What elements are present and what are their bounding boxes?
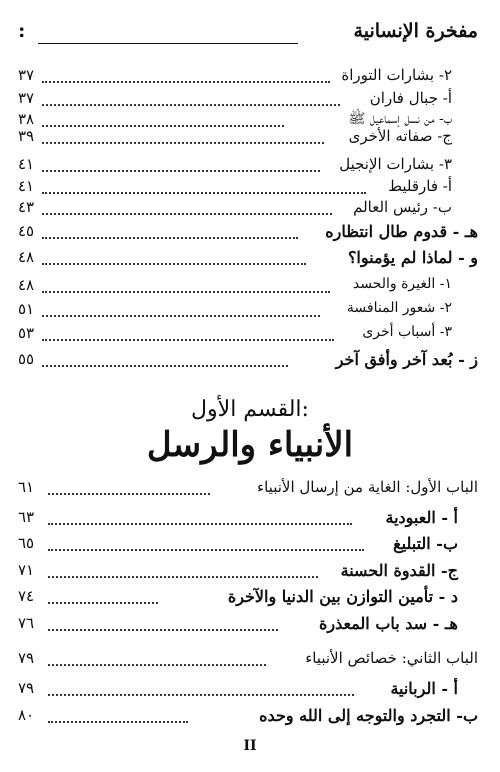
toc-page-number: ٧٤ (18, 587, 35, 605)
toc-entry-label: ٢- بشارات التوراة (341, 66, 452, 84)
toc-page-number: ٧٩ (18, 649, 35, 667)
toc-page-number: ٣٧ (18, 66, 35, 84)
toc-entry[interactable] (18, 534, 458, 558)
toc-leader (42, 213, 332, 215)
toc-entry[interactable] (18, 155, 452, 179)
book-title: مفخرة الإنسانية (353, 20, 478, 42)
toc-entry-label: ٢- شعور المنافسة (346, 300, 452, 316)
toc-page-number: ٨٠ (18, 706, 35, 724)
toc-page-number: ٣٨ (18, 110, 35, 128)
toc-leader (42, 104, 340, 106)
toc-leader (48, 602, 158, 604)
toc-entry-label: ٣- أسباب أخرى (362, 324, 452, 340)
toc-entry-label: أ - العبودية (385, 508, 458, 527)
header-colon: : (18, 18, 26, 42)
toc-entry-label: ب- التجرد والتوجه إلى الله وحده (259, 706, 478, 725)
toc-page-number: ٤٨ (18, 248, 35, 266)
toc-page-number: ٣٩ (18, 127, 35, 145)
toc-entry[interactable] (18, 679, 458, 703)
toc-entry[interactable] (18, 508, 458, 532)
toc-leader (42, 263, 306, 265)
toc-leader (48, 664, 266, 666)
toc-entry[interactable] (18, 198, 452, 222)
toc-leader (48, 694, 354, 696)
toc-entry-label: و - لماذا لم يؤمنوا؟ (347, 248, 478, 267)
toc-entry[interactable] (18, 706, 478, 730)
toc-page-number: ٦٣ (18, 508, 35, 526)
toc-leader (42, 315, 320, 317)
toc-entry-label: الباب الأول: الغاية من إرسال الأنبياء (257, 478, 478, 496)
toc-entry-label: الباب الثاني: خصائص الأنبياء (305, 649, 478, 667)
toc-entry-label: د - تأمين التوازن بين الدنيا والآخرة (227, 587, 458, 606)
toc-entry[interactable] (18, 66, 452, 90)
toc-entry-label: ب- التبليغ (393, 534, 458, 553)
toc-entry-label: ج- صفاته الأخرى (348, 127, 452, 145)
toc-chapter-entry[interactable] (18, 649, 478, 673)
toc-leader (42, 339, 334, 341)
toc-entry[interactable] (18, 324, 452, 348)
toc-page-number: ٥٣ (18, 324, 35, 342)
toc-entry-label: أ - الربانية (390, 679, 458, 698)
toc-leader (42, 170, 320, 172)
toc-page-number: ٥٥ (18, 350, 35, 368)
toc-entry-label: ج- القدوة الحسنة (340, 561, 458, 580)
toc-entry-label: ب- رئيس العالم (353, 198, 452, 216)
toc-entry[interactable] (18, 587, 458, 611)
toc-entry-label: أ- جبال فاران (369, 89, 452, 107)
toc-entry[interactable] (18, 614, 458, 638)
toc-entry-label: هـ - قدوم طال انتظاره (325, 222, 478, 241)
toc-leader (48, 523, 352, 525)
toc-page-number: ٤٨ (18, 276, 35, 294)
running-header (18, 16, 478, 50)
toc-leader (42, 237, 298, 239)
toc-entry[interactable] (18, 300, 452, 324)
toc-entry[interactable] (18, 276, 452, 300)
toc-entry[interactable] (18, 222, 478, 246)
toc-entry-label: هـ - سد باب المعذرة (318, 614, 458, 633)
toc-leader (42, 192, 366, 194)
toc-page-number: ٣٧ (18, 89, 35, 107)
toc-page-number: ٤١ (18, 155, 35, 173)
toc-page-number: ٦١ (18, 478, 35, 496)
section-part-label: القسم الأول: (191, 397, 309, 422)
toc-page-number: ٧٩ (18, 679, 35, 697)
toc-leader (42, 81, 330, 83)
toc-entry[interactable] (18, 561, 458, 585)
toc-page-number: ٤١ (18, 177, 35, 195)
toc-leader (42, 291, 330, 293)
toc-leader (48, 576, 318, 578)
toc-leader (48, 493, 210, 495)
toc-chapter-entry[interactable] (18, 478, 478, 502)
toc-leader (42, 365, 288, 367)
toc-entry[interactable] (18, 248, 478, 272)
toc-entry[interactable] (18, 350, 478, 374)
toc-entry-label: ز - بُعد آخر وأفق آخر (335, 350, 478, 369)
toc-leader (42, 142, 324, 144)
toc-page-number: ٧٦ (18, 614, 35, 632)
section-title: الأنبياء والرسل (146, 425, 354, 465)
toc-page-number: ٧١ (18, 561, 35, 579)
toc-page-number: ٦٥ (18, 534, 35, 552)
toc-leader (48, 629, 278, 631)
toc-entry-label: ب- من نسل إسماعيل ﷺ (348, 111, 452, 127)
page-folio-mark: II (243, 738, 257, 754)
toc-page-number: ٤٥ (18, 222, 35, 240)
toc-leader (48, 549, 364, 551)
toc-page-number: ٥١ (18, 300, 35, 318)
toc-entry-label: أ- فارقليط (388, 177, 452, 195)
header-rule (38, 43, 298, 44)
toc-entry-label: ١- الغيرة والحسد (352, 276, 452, 292)
toc-page-number: ٤٣ (18, 198, 35, 216)
toc-entry[interactable] (18, 127, 452, 151)
toc-leader (48, 721, 188, 723)
toc-entry-label: ٣- بشارات الإنجيل (339, 155, 452, 173)
